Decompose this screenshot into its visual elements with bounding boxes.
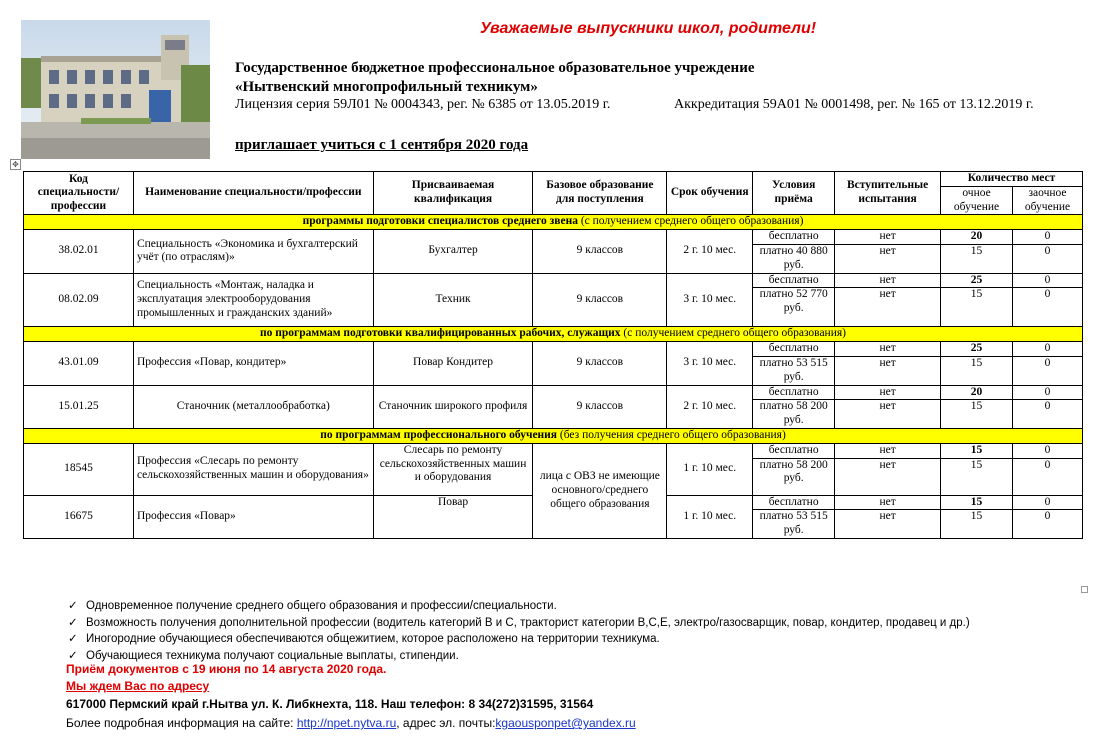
header-qualification: Присваиваемая квалификация (373, 172, 533, 215)
header-base: Базовое образование для поступления (533, 172, 667, 215)
row-term: 1 г. 10 мес. (667, 495, 753, 538)
row-term: 2 г. 10 мес. (667, 230, 753, 273)
row-name: Специальность «Монтаж, наладка и эксплуатация электрооборудования промышленных и гражданских зданий» (133, 273, 373, 327)
row-code: 18545 (24, 443, 134, 495)
row-code: 43.01.09 (24, 342, 134, 385)
header-exams: Вступительные испытания (835, 172, 941, 215)
row-term: 3 г. 10 мес. (667, 273, 753, 327)
address-heading: Мы ждем Вас по адресу (66, 679, 210, 693)
table-row (24, 230, 1083, 245)
row-paid: платно 53 515 руб. (753, 356, 835, 385)
row-name: Специальность «Экономика и бухгалтерский учёт (по отраслям)» (133, 230, 373, 273)
row-term: 2 г. 10 мес. (667, 385, 753, 428)
section-row (24, 215, 1083, 230)
row-exam: нет (835, 400, 941, 429)
checkmark-icon: ✓ (68, 631, 78, 645)
row-exam: нет (835, 244, 941, 273)
accreditation-text: Аккредитация 59А01 № 0001498, рег. № 165 от 13.12.2019 г. (674, 97, 1034, 112)
section-row (24, 327, 1083, 342)
row-qualification: Станочник широкого профиля (373, 385, 533, 428)
row-base: 9 классов (533, 230, 667, 273)
row-fulltime: 15 (941, 443, 1013, 458)
row-paid: платно 58 200 руб. (753, 400, 835, 429)
row-exam: нет (835, 356, 941, 385)
row-fulltime: 15 (941, 510, 1013, 539)
row-term: 1 г. 10 мес. (667, 443, 753, 495)
header-places: Количество мест (941, 172, 1083, 187)
row-qualification: Техник (373, 273, 533, 327)
row-fulltime: 15 (941, 458, 1013, 495)
org-line-1: Государственное бюджетное профессиональное образовательное учреждение (235, 60, 755, 76)
row-name: Профессия «Повар» (133, 495, 373, 538)
row-free: бесплатно (753, 495, 835, 510)
row-fulltime: 15 (941, 356, 1013, 385)
org-line-2: «Нытвенский многопрофильный техникум» (235, 79, 538, 95)
row-fulltime: 25 (941, 342, 1013, 357)
row-parttime: 0 (1013, 230, 1083, 245)
building-photo (21, 20, 210, 159)
row-base: 9 классов (533, 273, 667, 327)
headline: Уважаемые выпускники школ, родители! (480, 20, 817, 37)
row-code: 38.02.01 (24, 230, 134, 273)
row-name: Станочник (металлообработка) (133, 385, 373, 428)
row-fulltime: 15 (941, 495, 1013, 510)
contact-info: Более подробная информация на сайте: http://npet.nytva.ru, адрес эл. почты:kgaousponpet@yandex.ru (66, 716, 636, 730)
row-parttime: 0 (1013, 510, 1083, 539)
row-fulltime: 20 (941, 230, 1013, 245)
row-base: лица с ОВЗ не имеющие основного/среднего общего образования (533, 443, 667, 538)
table-header-row (24, 172, 1083, 187)
list-item: ✓ Одновременное получение среднего общего образования и профессии/специальности. (68, 598, 557, 612)
row-parttime: 0 (1013, 356, 1083, 385)
row-parttime: 0 (1013, 385, 1083, 400)
row-parttime: 0 (1013, 400, 1083, 429)
row-code: 15.01.25 (24, 385, 134, 428)
section-note: (с получением среднего общего образования) (623, 327, 846, 340)
table-row (24, 273, 1083, 288)
section-title: по программам профессионального обучения (320, 428, 558, 441)
table-row (24, 385, 1083, 400)
row-paid: платно 52 770 руб. (753, 288, 835, 327)
row-code: 08.02.09 (24, 273, 134, 327)
list-item: ✓ Возможность получения дополнительной профессии (водитель категорий В и С, тракторист категории В,С,Е, электро/газосварщик, повар, кондитер, продавец и др.) (68, 614, 970, 629)
license-text: Лицензия серия 59Л01 № 0004343, рег. № 6385 от 13.05.2019 г. (235, 97, 611, 112)
table-row (24, 443, 1083, 458)
row-base: 9 классов (533, 385, 667, 428)
row-paid: платно 58 200 руб. (753, 458, 835, 495)
header-fulltime: очное обучение (941, 186, 1013, 215)
checkmark-icon: ✓ (68, 647, 78, 662)
row-parttime: 0 (1013, 244, 1083, 273)
row-free: бесплатно (753, 342, 835, 357)
header-term: Срок обучения (667, 172, 753, 215)
row-free: бесплатно (753, 230, 835, 245)
move-handle-icon[interactable]: ✥ (10, 159, 21, 170)
row-parttime: 0 (1013, 342, 1083, 357)
row-code: 16675 (24, 495, 134, 538)
row-base: 9 классов (533, 342, 667, 385)
admission-dates: Приём документов с 19 июня по 14 августа 2020 года. (66, 662, 387, 676)
row-exam: нет (835, 273, 941, 288)
checkmark-icon: ✓ (68, 598, 78, 612)
row-exam: нет (835, 288, 941, 327)
table-row (24, 342, 1083, 357)
section-title: программы подготовки специалистов среднего звена (302, 215, 578, 228)
row-exam: нет (835, 385, 941, 400)
benefits-list (68, 598, 970, 664)
checkmark-icon: ✓ (68, 614, 78, 629)
header-parttime: заочное обучение (1013, 186, 1083, 215)
row-parttime: 0 (1013, 443, 1083, 458)
address-text: 617000 Пермский край г.Нытва ул. К. Либкнехта, 118. Наш телефон: 8 34(272)31595, 31564 (66, 697, 594, 711)
row-term: 3 г. 10 мес. (667, 342, 753, 385)
row-qualification: Повар Кондитер (373, 342, 533, 385)
row-paid: платно 40 880 руб. (753, 244, 835, 273)
table-resize-handle[interactable] (1081, 586, 1088, 593)
row-exam: нет (835, 495, 941, 510)
row-parttime: 0 (1013, 458, 1083, 495)
section-row (24, 428, 1083, 443)
row-parttime: 0 (1013, 495, 1083, 510)
row-qualification: Слесарь по ремонту сельскохозяйственных машин и оборудования (373, 443, 533, 495)
section-note: (без получения среднего общего образования) (559, 428, 786, 441)
section-title: по программам подготовки квалифицированных рабочих, служащих (259, 327, 621, 340)
row-parttime: 0 (1013, 288, 1083, 327)
row-paid: платно 53 515 руб. (753, 510, 835, 539)
row-parttime: 0 (1013, 273, 1083, 288)
list-item: ✓ Обучающиеся техникума получают социальные выплаты, стипендии. (68, 647, 459, 662)
programs-table (23, 171, 1083, 539)
row-name: Профессия «Слесарь по ремонту сельскохозяйственных машин и оборудования» (133, 443, 373, 495)
list-item: ✓ Иногородние обучающиеся обеспечиваются общежитием, которое расположено на территории техникума. (68, 631, 660, 645)
row-exam: нет (835, 443, 941, 458)
row-exam: нет (835, 342, 941, 357)
row-qualification: Бухгалтер (373, 230, 533, 273)
header-conditions: Условия приёма (753, 172, 835, 215)
header-code: Код специальности/ профессии (24, 172, 134, 215)
row-free: бесплатно (753, 385, 835, 400)
row-fulltime: 25 (941, 273, 1013, 288)
row-name: Профессия «Повар, кондитер» (133, 342, 373, 385)
row-fulltime: 20 (941, 385, 1013, 400)
row-qualification: Повар (373, 495, 533, 538)
row-fulltime: 15 (941, 244, 1013, 273)
row-fulltime: 15 (941, 400, 1013, 429)
header-name: Наименование специальности/профессии (133, 172, 373, 215)
row-free: бесплатно (753, 443, 835, 458)
row-exam: нет (835, 230, 941, 245)
website-link[interactable]: http://npet.nytva.ru (296, 716, 397, 730)
row-fulltime: 15 (941, 288, 1013, 327)
invite-heading: приглашает учиться с 1 сентября 2020 года (235, 137, 529, 153)
section-note: (с получением среднего общего образования) (580, 215, 804, 228)
email-link[interactable]: kgaousponpet@yandex.ru (495, 716, 636, 730)
row-free: бесплатно (753, 273, 835, 288)
row-exam: нет (835, 510, 941, 539)
row-exam: нет (835, 458, 941, 495)
